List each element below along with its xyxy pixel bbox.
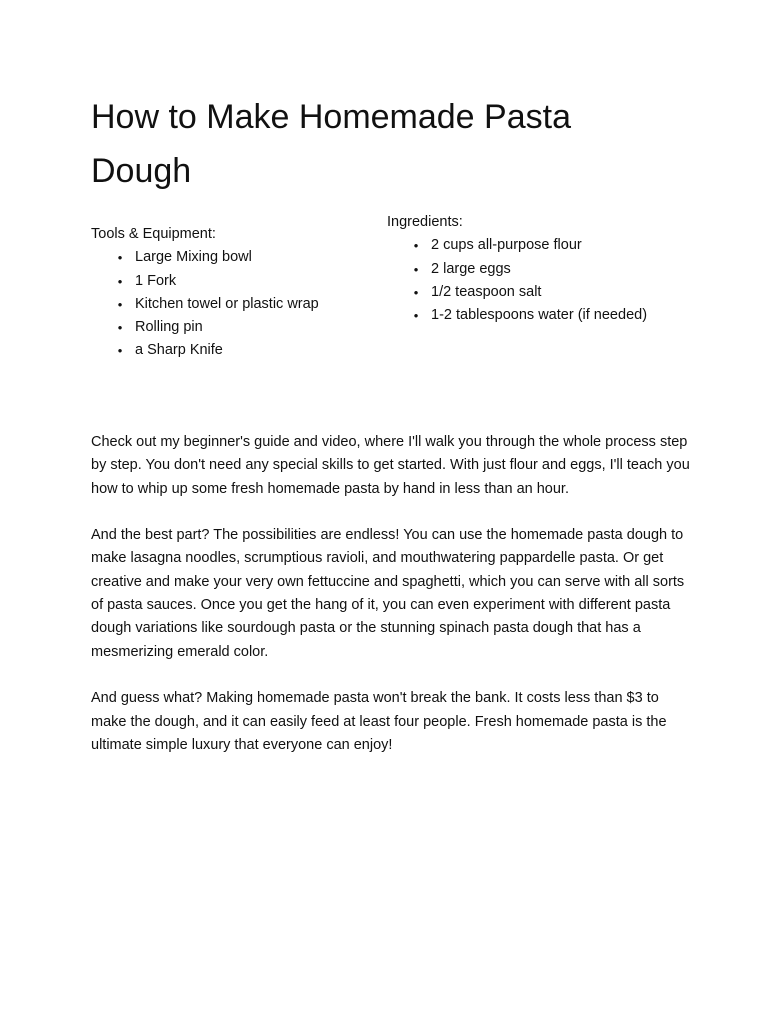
list-item	[91, 270, 381, 293]
list-item	[387, 304, 727, 327]
ingredient-item-label: 2 cups all-purpose flour	[431, 237, 582, 254]
ingredients-list	[387, 234, 727, 327]
ingredient-item-label: 2 large eggs	[431, 260, 511, 277]
bullet-icon: •	[117, 296, 123, 312]
list-item	[91, 339, 381, 362]
list-item	[91, 293, 381, 316]
bullet-icon: •	[117, 273, 123, 289]
list-item	[91, 246, 381, 269]
ingredient-item-label: 1-2 tablespoons water (if needed)	[431, 307, 648, 324]
list-item	[387, 234, 727, 257]
intro-paragraph: Check out my beginner's guide and video, where I'll walk you through the whole process step by step. You don't need any special skills to get started. With just flour and eggs, I'll teach you how to whip up some fresh homemade pasta by hand in less than an hour.	[91, 434, 690, 497]
bullet-icon: •	[413, 238, 419, 254]
page-title: How to Make Homemade Pasta Dough	[91, 98, 571, 190]
ingredient-item-label: 1/2 teaspoon salt	[431, 283, 542, 300]
bullet-icon: •	[413, 284, 419, 300]
ingredients-heading: Ingredients:	[387, 214, 463, 230]
tools-section	[91, 223, 381, 363]
bullet-icon: •	[413, 308, 419, 324]
bullet-icon: •	[117, 250, 123, 266]
tool-item-label: Kitchen towel or plastic wrap	[135, 295, 319, 312]
bullet-icon: •	[413, 261, 419, 277]
tool-item-label: a Sharp Knife	[135, 342, 223, 359]
bullet-icon: •	[117, 320, 123, 336]
body-text	[91, 431, 691, 780]
list-item	[387, 258, 727, 281]
tools-heading: Tools & Equipment:	[91, 226, 216, 242]
tool-item-label: 1 Fork	[135, 272, 177, 289]
tool-item-label: Rolling pin	[135, 319, 203, 336]
cost-paragraph: And guess what? Making homemade pasta won't break the bank. It costs less than $3 to make the dough, and it can easily feed at least four people. Fresh homemade pasta is the ultimate simple luxury that everyone can enjoy!	[91, 690, 667, 753]
tools-list	[91, 246, 381, 362]
ingredients-section	[387, 211, 727, 327]
bullet-icon: •	[117, 343, 123, 359]
list-item	[387, 281, 727, 304]
tool-item-label: Large Mixing bowl	[135, 249, 252, 266]
list-item	[91, 316, 381, 339]
possibilities-paragraph: And the best part? The possibilities are endless! You can use the homemade pasta dough to make lasagna noodles, scrumptious ravioli, and mouthwatering pappardelle pasta. Or get creative and make your very own fettuccine and spaghetti, which you can serve with all sorts of pasta sauces. Once you get the hang of it, you can even experiment with different pasta dough variations like sourdough pasta or the stunning spinach pasta dough that has a mesmerizing emerald color.	[91, 527, 685, 660]
